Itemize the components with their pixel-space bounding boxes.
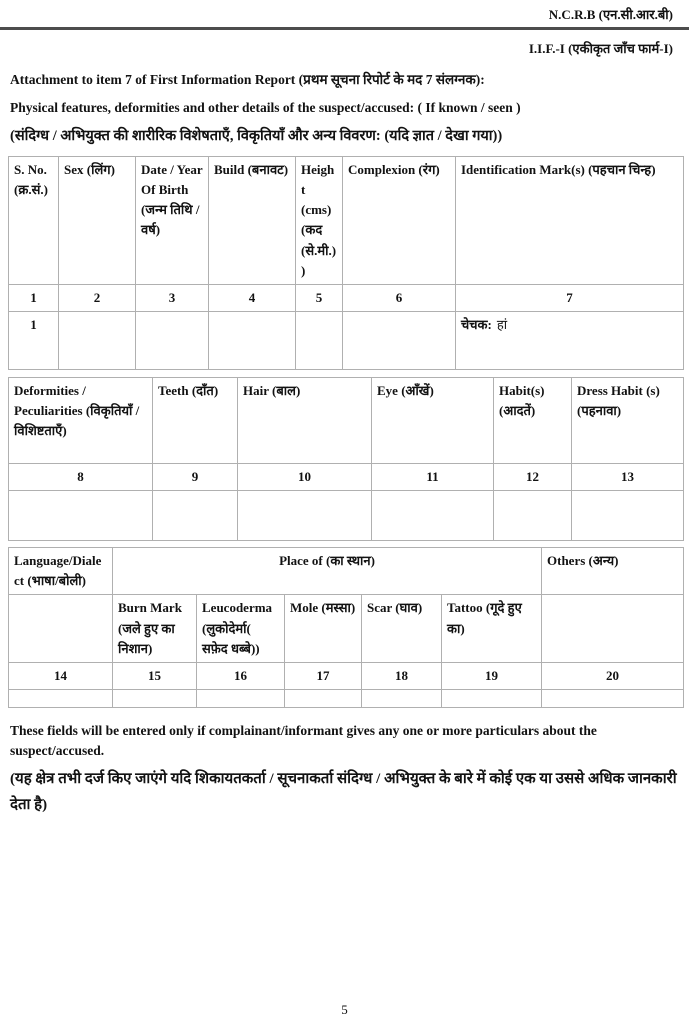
col-num: 18 (362, 662, 442, 689)
header-height: Height (cms) (कद (से.मी.) ) (296, 157, 343, 285)
sex-value-cell (59, 311, 136, 369)
dress-habit-value-cell (572, 491, 684, 541)
language-value-cell (9, 689, 113, 707)
suspect-data-row (9, 311, 684, 369)
table-header-row-sub (9, 595, 684, 662)
complexion-value-cell (343, 311, 456, 369)
col-num: 6 (343, 284, 456, 311)
col-num: 20 (542, 662, 684, 689)
col-num: 4 (209, 284, 296, 311)
scar-value-cell (362, 689, 442, 707)
iif-form-label: I.I.F.-I (एकीकृत जाँच फार्म-I) (528, 41, 673, 56)
header-deformities: Deformities / Peculiarities (विकृतियाँ / विशिष्टताएँ) (9, 377, 153, 463)
footnote-english: These fields will be entered only if complainant/informant gives any one or more particulars about the suspect/accused. (10, 722, 597, 758)
burn-mark-value-cell (113, 689, 197, 707)
empty-data-row (9, 689, 684, 707)
header-dob: Date / Year Of Birth (जन्म तिथि / वर्ष) (136, 157, 209, 285)
hair-value-cell (238, 491, 372, 541)
header-leucoderma: Leucoderma (लुकोदेर्मा( सफ़ेद धब्बे)) (197, 595, 285, 662)
physical-features-line-en: Physical features, deformities and other details of the suspect/accused: ( If known / seen ) (10, 100, 521, 115)
column-number-row (9, 463, 684, 490)
col-num: 5 (296, 284, 343, 311)
header-burn-mark: Burn Mark (जले हुए का निशान) (113, 595, 197, 662)
header-teeth: Teeth (दाँत) (153, 377, 238, 463)
empty-data-row (9, 491, 684, 541)
header-sex: Sex (लिंग) (59, 157, 136, 285)
physical-features-table (8, 156, 684, 370)
col-num: 7 (456, 284, 684, 311)
page-number: 5 (341, 1002, 348, 1017)
build-value-cell (209, 311, 296, 369)
header-mole: Mole (मस्सा) (285, 595, 362, 662)
suspect-serial-number: 1 (9, 311, 59, 369)
tattoo-value-cell (442, 689, 542, 707)
col-num: 3 (136, 284, 209, 311)
column-number-row (9, 284, 684, 311)
intro-section (0, 70, 689, 145)
language-placeof-table (8, 547, 684, 708)
physical-features-line-hi: (संदिग्ध / अभियुक्त की शारीरिक विशेषताएँ, विकृतियाँ और अन्य विवरण: (यदि ज्ञात / देखा गया)) (10, 128, 503, 144)
language-subcell (9, 595, 113, 662)
footnote-section (0, 721, 689, 819)
header-tattoo: Tattoo (गूदे हुए का) (442, 595, 542, 662)
leucoderma-value-cell (197, 689, 285, 707)
col-num: 9 (153, 463, 238, 490)
header-complexion: Complexion (रंग) (343, 157, 456, 285)
eye-value-cell (372, 491, 494, 541)
footnote-hindi: (यह क्षेत्र तभी दर्ज किए जाएंगे यदि शिकायतकर्ता / सूचनाकर्ता संदिग्ध / अभियुक्त के बारे में कोई एक या उससे अधिक जानकारी देता है) (10, 771, 677, 814)
identification-mark-value: हां (496, 316, 508, 332)
deformities-table (8, 377, 684, 541)
teeth-value-cell (153, 491, 238, 541)
identification-mark-label: चेचक: (461, 316, 492, 332)
col-num: 1 (9, 284, 59, 311)
col-num: 14 (9, 662, 113, 689)
col-num: 15 (113, 662, 197, 689)
header-habits: Habit(s) (आदतें) (494, 377, 572, 463)
col-num: 16 (197, 662, 285, 689)
header-s-no: S. No. (क्र.सं.) (9, 157, 59, 285)
identification-mark-value-cell (456, 311, 684, 369)
others-subcell (542, 595, 684, 662)
header-identification-marks: Identification Mark(s) (पहचान चिन्ह) (456, 157, 684, 285)
header-others: Others (अन्य) (542, 548, 684, 595)
deformities-value-cell (9, 491, 153, 541)
header-dress-habit: Dress Habit (s) (पहनावा) (572, 377, 684, 463)
col-num: 12 (494, 463, 572, 490)
habits-value-cell (494, 491, 572, 541)
col-num: 8 (9, 463, 153, 490)
table-header-row (9, 377, 684, 463)
col-num: 10 (238, 463, 372, 490)
others-value-cell (542, 689, 684, 707)
col-num: 13 (572, 463, 684, 490)
attachment-title: Attachment to item 7 of First Information Report (प्रथम सूचना रिपोर्ट के मद 7 संलग्नक): (10, 72, 485, 87)
header-language-dialect: Language/Dialect (भाषा/बोली) (9, 548, 113, 595)
header-place-of: Place of (का स्थान) (113, 548, 542, 595)
header-build: Build (बनावट) (209, 157, 296, 285)
header-hair: Hair (बाल) (238, 377, 372, 463)
dob-value-cell (136, 311, 209, 369)
column-number-row (9, 662, 684, 689)
header-eye: Eye (आँखें) (372, 377, 494, 463)
col-num: 2 (59, 284, 136, 311)
col-num: 17 (285, 662, 362, 689)
col-num: 11 (372, 463, 494, 490)
height-value-cell (296, 311, 343, 369)
table-header-row-top (9, 548, 684, 595)
mole-value-cell (285, 689, 362, 707)
table-header-row (9, 157, 684, 285)
header-scar: Scar (घाव) (362, 595, 442, 662)
col-num: 19 (442, 662, 542, 689)
ncrb-header: N.C.R.B (एन.सी.आर.बी) (548, 7, 673, 22)
